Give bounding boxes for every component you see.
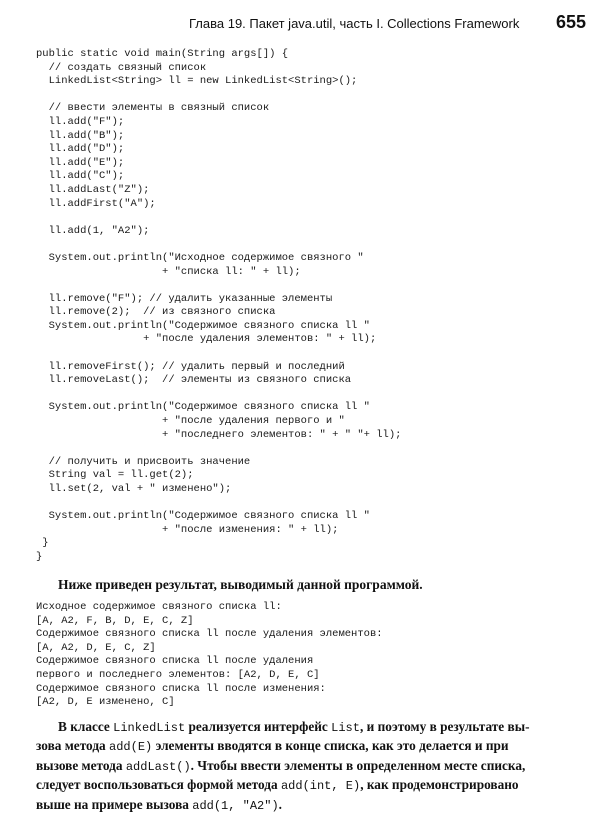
code-line: ll.add("D"); — [36, 143, 125, 156]
output-line: [A, A2, D, E, C, Z] — [36, 641, 156, 654]
code-line: ll.add(1, "A2"); — [36, 224, 150, 237]
code-line — [36, 497, 401, 511]
output-line: Содержимое связного списка ll после удаления элементов: — [36, 628, 383, 641]
code-line: // создать связный список — [36, 61, 207, 74]
text-run: выше на примере вызова — [36, 796, 193, 812]
text-run: вызове метода — [36, 757, 126, 773]
code-line: // получить и присвоить значение — [36, 455, 251, 468]
paragraph-line — [36, 737, 588, 756]
code-line: } — [36, 550, 43, 563]
text-run: , как продемонстрировано — [360, 777, 519, 793]
code-line: + "списка ll: " + ll); — [36, 265, 301, 278]
code-line: LinkedList<String> ll = new LinkedList<String>(); — [36, 75, 358, 88]
inline-code: List — [331, 721, 360, 735]
paragraph-line — [36, 718, 588, 737]
code-line: ll.addLast("Z"); — [36, 183, 150, 196]
output-line: Содержимое связного списка ll после удаления — [36, 655, 314, 668]
text-run: , и поэтому в результате вы- — [359, 719, 530, 734]
code-line: ll.add("C"); — [36, 170, 125, 183]
code-line: ll.remove(2); // из связного списка — [36, 306, 276, 319]
page-number: 655 — [555, 12, 586, 32]
code-line: + "после удаления первого и " — [36, 415, 345, 428]
code-line — [36, 211, 401, 225]
code-line: ll.removeFirst(); // удалить первый и последний — [36, 360, 345, 373]
output-line: Исходное содержимое связного списка ll: — [36, 601, 282, 613]
output-line: [A, A2, F, B, D, E, C, Z] — [36, 614, 194, 627]
text-run: элементы вводятся в конце списка, как это делается и при — [152, 738, 509, 754]
inline-code: add(int, E) — [280, 779, 361, 794]
program-output — [36, 601, 383, 710]
text-run: . — [278, 796, 282, 812]
output-line: [A2, D, E изменено, C] — [36, 696, 175, 709]
output-line: Содержимое связного списка ll после изменения: — [36, 682, 326, 695]
code-line: ll.removeLast(); // элементы из связного списка — [36, 374, 352, 387]
code-line: System.out.println("Содержимое связного списка ll " — [36, 319, 370, 332]
code-line: } — [36, 537, 49, 550]
running-header: Глава 19. Пакет java.util, часть I. Collections Framework — [189, 16, 520, 31]
code-line — [36, 442, 401, 456]
body-paragraph — [36, 718, 588, 815]
paragraph-line — [36, 776, 588, 795]
code-line: // ввести элементы в связный список — [36, 102, 270, 115]
code-line: ll.set(2, val + " изменено"); — [36, 483, 232, 495]
code-line: System.out.println("Содержимое связного списка ll " — [36, 401, 370, 414]
code-line: String val = ll.get(2); — [36, 469, 194, 482]
inline-code: addLast() — [125, 759, 191, 774]
code-line: + "после удаления элементов: " + ll); — [36, 333, 377, 346]
paragraph-line — [36, 796, 588, 815]
code-line — [36, 279, 401, 293]
text-run: . Чтобы ввести элементы в определенном месте списка, — [190, 757, 526, 773]
paragraph-line — [36, 757, 588, 776]
code-line — [36, 89, 401, 103]
code-line: ll.add("E"); — [36, 156, 125, 169]
code-line — [36, 388, 401, 402]
code-line: ll.add("F"); — [36, 115, 125, 128]
inline-code: LinkedList — [113, 721, 186, 735]
code-line: ll.addFirst("A"); — [36, 197, 156, 210]
inline-code: add(E) — [109, 740, 153, 755]
text-run: реализуется интерфейс — [185, 719, 332, 734]
code-line: + "последнего элементов: " + " "+ ll); — [36, 428, 402, 441]
code-line: ll.add("B"); — [36, 129, 125, 142]
inline-code: add(1, "A2") — [192, 798, 279, 813]
code-line: ll.remove("F"); // удалить указанные элементы — [36, 292, 333, 305]
text-run: В классе — [58, 719, 114, 734]
output-line: первого и последнего элементов: [A2, D, E, C] — [36, 668, 320, 681]
code-line: + "после изменения: " + ll); — [36, 523, 339, 536]
output-heading: Ниже приведен результат, выводимый данной программой. — [58, 577, 423, 592]
code-line — [36, 238, 401, 252]
text-run: зова метода — [36, 738, 110, 754]
text-run: следует воспользоваться формой метода — [36, 777, 281, 793]
code-line: System.out.println("Исходное содержимое связного " — [36, 251, 364, 264]
code-line — [36, 347, 401, 361]
code-line: System.out.println("Содержимое связного списка ll " — [36, 510, 370, 523]
code-listing — [36, 48, 401, 565]
code-line: public static void main(String args[]) { — [36, 48, 289, 60]
